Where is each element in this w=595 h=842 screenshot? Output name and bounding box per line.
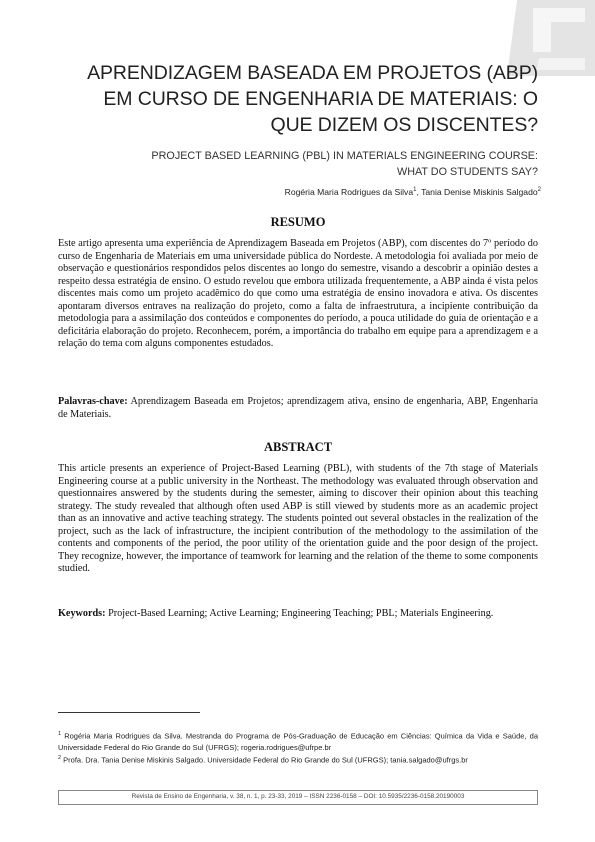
author-name: Tania Denise Miskinis Salgado	[421, 186, 538, 197]
article-subtitle: PROJECT BASED LEARNING (PBL) IN MATERIALS ENGINEERING COURSE: WHAT DO STUDENTS SAY?	[151, 150, 538, 178]
footnote-item	[58, 729, 538, 753]
keywords-label: Keywords:	[58, 608, 106, 619]
abstract-body: This article presents an experience of Project-Based Learning (PBL), with students of the 7th stage of Materials Engineering course at a public university in the Northeast. The methodology was evaluated through observation and questionnaires answered by the students during the semester, aiming to discover their opinion about this teaching strategy. The study revealed that although often used ABP is still viewed by students more as an academic project than as an innovative and active teaching strategy. The students pointed out several obstacles in the realization of the project, such as the lack of infrastructure, the incipient contribution of the methodology to the assimilation of the contents and components of the period, the poor utility of the orientation guide and the poor design of the project. They recognize, however, the importance of teamwork for learning and the relation of the theme to some components studied.	[58, 463, 538, 574]
keywords-label: Palavras-chave:	[58, 396, 128, 407]
author-line	[150, 184, 541, 198]
footnote-text: Profa. Dra. Tania Denise Miskinis Salgado. Universidade Federal do Rio Grande do Sul (UFRGS); tania.salgado@ufrgs.br	[61, 755, 468, 764]
footnote-item	[58, 753, 538, 766]
abstract-keywords	[58, 608, 538, 621]
footnote-text: Rogéria Maria Rodrigues da Silva. Mestranda do Programa de Pós-Graduação de Educação em Ciências: Química da Vida e Saúde, da Universidade Federal do Rio Grande do Sul (UFRGS); rogeria.rodrigues@ufrpe.br	[58, 731, 538, 752]
footnote-marker: 1	[58, 731, 62, 737]
resumo-heading: RESUMO	[270, 215, 326, 229]
resumo-keywords	[58, 396, 538, 421]
author-name: Rogéria Maria Rodrigues da Silva	[284, 186, 414, 197]
footnote-marker: 1	[413, 187, 417, 193]
footnotes	[58, 729, 538, 765]
footnote-marker: 2	[537, 187, 541, 193]
resumo-body: Este artigo apresenta uma experiência de Aprendizagem Baseada em Projetos (ABP), com discentes do 7º período do curso de Engenharia de Materiais em uma universidade pública do Nordeste. A metodologia foi avaliada por meio de observação e questionários respondidos pelos discentes ao longo do semestre, visando a descobrir a opinião destes a respeito dessa estratégia de ensino. O estudo revelou que embora utilizada frequentemente, a ABP ainda é vista pelos discentes mais como um projeto acadêmico do que como uma estratégia de ensino inovadora e ativa. Os discentes apontaram diversos entraves na realização do projeto, como a falta de infraestrutura, a incipiente contribuição da metodologia para a assimilação dos conteúdos e componentes do período, a pouca utilidade do guia de orientação e a deficitária elaboração do projeto. Reconhecem, porém, a importância do trabalho em equipe para a aprendizagem e a relação do tema com alguns componentes estudados.	[58, 238, 538, 349]
keywords-text: Aprendizagem Baseada em Projetos; aprendizagem ativa, ensino de engenharia, ABP, Engenharia de Materiais.	[58, 396, 538, 420]
footnote-divider	[58, 712, 200, 713]
keywords-text: Project-Based Learning; Active Learning; Engineering Teaching; PBL; Materials Engineering.	[105, 608, 494, 619]
journal-citation: Revista de Ensino de Engenharia, v. 38, n. 1, p. 23-33, 2019 – ISSN 2236-0158 – DOI: 10.5935/2236-0158.20190003	[131, 793, 465, 800]
abstract-heading: ABSTRACT	[263, 440, 333, 454]
footnote-marker: 2	[58, 754, 62, 761]
article-title: APRENDIZAGEM BASEADA EM PROJETOS (ABP) EM CURSO DE ENGENHARIA DE MATERIAIS: O QUE DIZEM OS DISCENTES?	[87, 62, 538, 136]
author-separator: ,	[416, 186, 422, 197]
